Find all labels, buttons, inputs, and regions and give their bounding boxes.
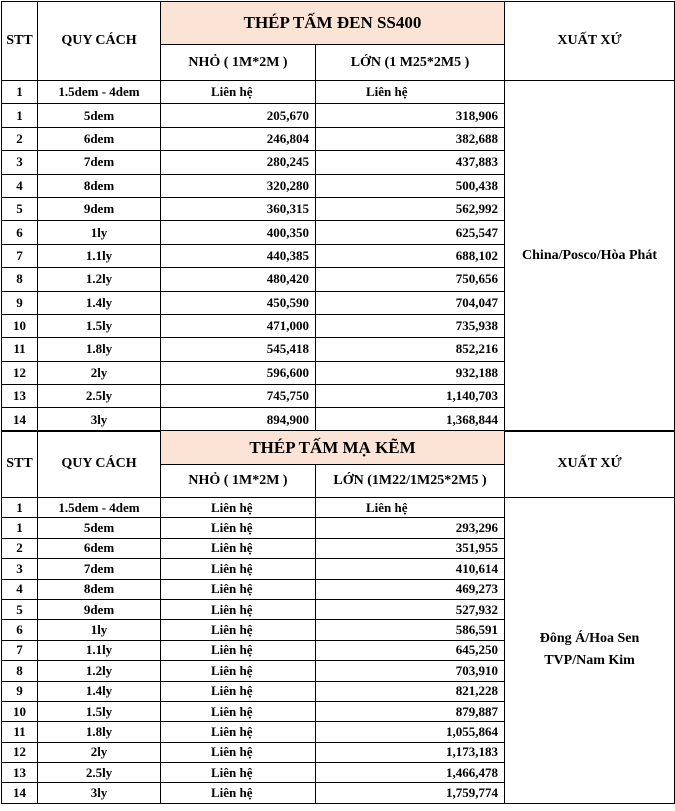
- row-stt: 4: [2, 579, 38, 599]
- header-large-size: LỚN (1M22/1M25*2M5 ): [316, 465, 505, 498]
- row-price-small: 545,418: [161, 338, 316, 361]
- row-spec: 1.5ly: [38, 314, 161, 337]
- row-price-small: Liên hệ: [161, 579, 316, 599]
- row-price-large: 527,932: [316, 599, 505, 619]
- row-stt: 1: [2, 104, 38, 127]
- row-spec: 5dem: [38, 518, 161, 538]
- header-small-size: NHỎ ( 1M*2M ): [161, 45, 316, 81]
- row-price-large: 625,547: [316, 221, 505, 244]
- header-stt: STT: [2, 2, 38, 81]
- row-stt: 7: [2, 244, 38, 267]
- table-row: [2, 498, 675, 518]
- row-price-small: Liên hệ: [161, 661, 316, 681]
- row-price-small: 480,420: [161, 268, 316, 291]
- row-stt: 9: [2, 681, 38, 701]
- row-price-small: 205,670: [161, 104, 316, 127]
- header-spec: QUY CÁCH: [38, 431, 161, 498]
- row-price-small: Liên hệ: [161, 701, 316, 721]
- table-title: THÉP TẤM MẠ KẼM: [161, 431, 505, 465]
- table-row: [2, 81, 675, 104]
- origin-line: Đông Á/Hoa Sen: [539, 631, 640, 647]
- row-price-large: 1,466,478: [316, 763, 505, 783]
- row-stt: 3: [2, 151, 38, 174]
- row-spec: 1.8ly: [38, 722, 161, 742]
- row-price-small: Liên hệ: [161, 518, 316, 538]
- row-spec: 1.4ly: [38, 681, 161, 701]
- row-price-small: Liên hệ: [161, 81, 316, 104]
- row-price-small: 745,750: [161, 385, 316, 408]
- row-price-large: 1,055,864: [316, 722, 505, 742]
- row-spec: 1.4ly: [38, 291, 161, 314]
- row-price-large: 562,992: [316, 197, 505, 220]
- row-stt: 10: [2, 701, 38, 721]
- row-spec: 1ly: [38, 620, 161, 640]
- row-spec: 6dem: [38, 538, 161, 558]
- row-price-large: 1,368,844: [316, 408, 505, 431]
- row-price-large: 645,250: [316, 640, 505, 660]
- row-spec: 5dem: [38, 104, 161, 127]
- row-stt: 2: [2, 538, 38, 558]
- row-spec: 1.1ly: [38, 244, 161, 267]
- row-price-small: Liên hệ: [161, 620, 316, 640]
- header-stt: STT: [2, 431, 38, 498]
- black-steel-price-table: [1, 1, 675, 432]
- row-price-small: 246,804: [161, 127, 316, 150]
- row-stt: 14: [2, 408, 38, 431]
- row-price-large: 437,883: [316, 151, 505, 174]
- row-price-small: Liên hệ: [161, 640, 316, 660]
- header-large-size: LỚN (1 M25*2M5 ): [316, 45, 505, 81]
- row-spec: 2.5ly: [38, 763, 161, 783]
- row-price-small: Liên hệ: [161, 742, 316, 762]
- black-steel-rows: [2, 81, 675, 432]
- row-price-small: Liên hệ: [161, 763, 316, 783]
- origin-line: TVP/Nam Kim: [544, 653, 635, 669]
- row-price-large: 500,438: [316, 174, 505, 197]
- header-origin: XUẤT XỨ: [505, 2, 675, 81]
- row-price-small: 596,600: [161, 361, 316, 384]
- row-spec: 1.5dem - 4dem: [38, 498, 161, 518]
- row-stt: 5: [2, 599, 38, 619]
- row-stt: 8: [2, 661, 38, 681]
- row-spec: 3ly: [38, 408, 161, 431]
- row-spec: 7dem: [38, 151, 161, 174]
- row-price-large: 1,173,183: [316, 742, 505, 762]
- row-price-small: Liên hệ: [161, 498, 316, 518]
- row-stt: 6: [2, 221, 38, 244]
- row-stt: 13: [2, 763, 38, 783]
- row-price-large: 469,273: [316, 579, 505, 599]
- row-price-large: 821,228: [316, 681, 505, 701]
- row-spec: 2ly: [38, 361, 161, 384]
- row-price-large: 703,910: [316, 661, 505, 681]
- row-spec: 1.5ly: [38, 701, 161, 721]
- row-price-large: 586,591: [316, 620, 505, 640]
- row-price-small: 450,590: [161, 291, 316, 314]
- row-price-large: 351,955: [316, 538, 505, 558]
- row-stt: 14: [2, 783, 38, 803]
- row-price-small: 440,385: [161, 244, 316, 267]
- row-price-large: 932,188: [316, 361, 505, 384]
- row-spec: 8dem: [38, 174, 161, 197]
- row-price-small: 894,900: [161, 408, 316, 431]
- row-price-small: 471,000: [161, 314, 316, 337]
- row-price-large: 852,216: [316, 338, 505, 361]
- row-stt: 2: [2, 127, 38, 150]
- row-spec: 9dem: [38, 197, 161, 220]
- row-stt: 9: [2, 291, 38, 314]
- row-stt: 13: [2, 385, 38, 408]
- row-spec: 6dem: [38, 127, 161, 150]
- row-stt: 5: [2, 197, 38, 220]
- row-price-large: 410,614: [316, 559, 505, 579]
- row-price-large: 735,938: [316, 314, 505, 337]
- row-price-small: 360,315: [161, 197, 316, 220]
- origin-cell: China/Posco/Hòa Phát: [505, 81, 675, 432]
- row-stt: 3: [2, 559, 38, 579]
- row-price-large: 318,906: [316, 104, 505, 127]
- row-price-small: Liên hệ: [161, 783, 316, 803]
- row-stt: 1: [2, 81, 38, 104]
- row-price-small: Liên hệ: [161, 681, 316, 701]
- row-spec: 7dem: [38, 559, 161, 579]
- row-spec: 3ly: [38, 783, 161, 803]
- row-stt: 4: [2, 174, 38, 197]
- row-price-large: 382,688: [316, 127, 505, 150]
- row-price-small: 400,350: [161, 221, 316, 244]
- galvanized-steel-price-table: [1, 430, 675, 804]
- row-price-small: 320,280: [161, 174, 316, 197]
- row-spec: 2.5ly: [38, 385, 161, 408]
- header-origin: XUẤT XỨ: [505, 431, 675, 498]
- origin-cell: [505, 498, 675, 804]
- row-price-large: 750,656: [316, 268, 505, 291]
- row-price-large: Liên hệ: [316, 498, 505, 518]
- row-price-small: Liên hệ: [161, 559, 316, 579]
- row-price-large: 293,296: [316, 518, 505, 538]
- row-spec: 1ly: [38, 221, 161, 244]
- row-price-large: 1,140,703: [316, 385, 505, 408]
- row-spec: 9dem: [38, 599, 161, 619]
- galvanized-steel-rows: [2, 498, 675, 804]
- row-spec: 1.2ly: [38, 268, 161, 291]
- row-price-large: 704,047: [316, 291, 505, 314]
- row-price-large: 879,887: [316, 701, 505, 721]
- row-price-small: Liên hệ: [161, 599, 316, 619]
- row-spec: 1.5dem - 4dem: [38, 81, 161, 104]
- row-stt: 10: [2, 314, 38, 337]
- row-price-small: Liên hệ: [161, 722, 316, 742]
- header-spec: QUY CÁCH: [38, 2, 161, 81]
- row-price-small: Liên hệ: [161, 538, 316, 558]
- row-stt: 1: [2, 518, 38, 538]
- row-spec: 1.1ly: [38, 640, 161, 660]
- row-price-large: Liên hệ: [316, 81, 505, 104]
- table-title: THÉP TẤM ĐEN SS400: [161, 2, 505, 45]
- row-spec: 1.8ly: [38, 338, 161, 361]
- row-stt: 6: [2, 620, 38, 640]
- row-stt: 12: [2, 742, 38, 762]
- row-stt: 7: [2, 640, 38, 660]
- row-stt: 8: [2, 268, 38, 291]
- row-price-large: 1,759,774: [316, 783, 505, 803]
- row-stt: 11: [2, 722, 38, 742]
- row-price-small: 280,245: [161, 151, 316, 174]
- row-stt: 1: [2, 498, 38, 518]
- header-small-size: NHỎ ( 1M*2M ): [161, 465, 316, 498]
- row-stt: 11: [2, 338, 38, 361]
- row-spec: 1.2ly: [38, 661, 161, 681]
- row-stt: 12: [2, 361, 38, 384]
- row-price-large: 688,102: [316, 244, 505, 267]
- row-spec: 2ly: [38, 742, 161, 762]
- row-spec: 8dem: [38, 579, 161, 599]
